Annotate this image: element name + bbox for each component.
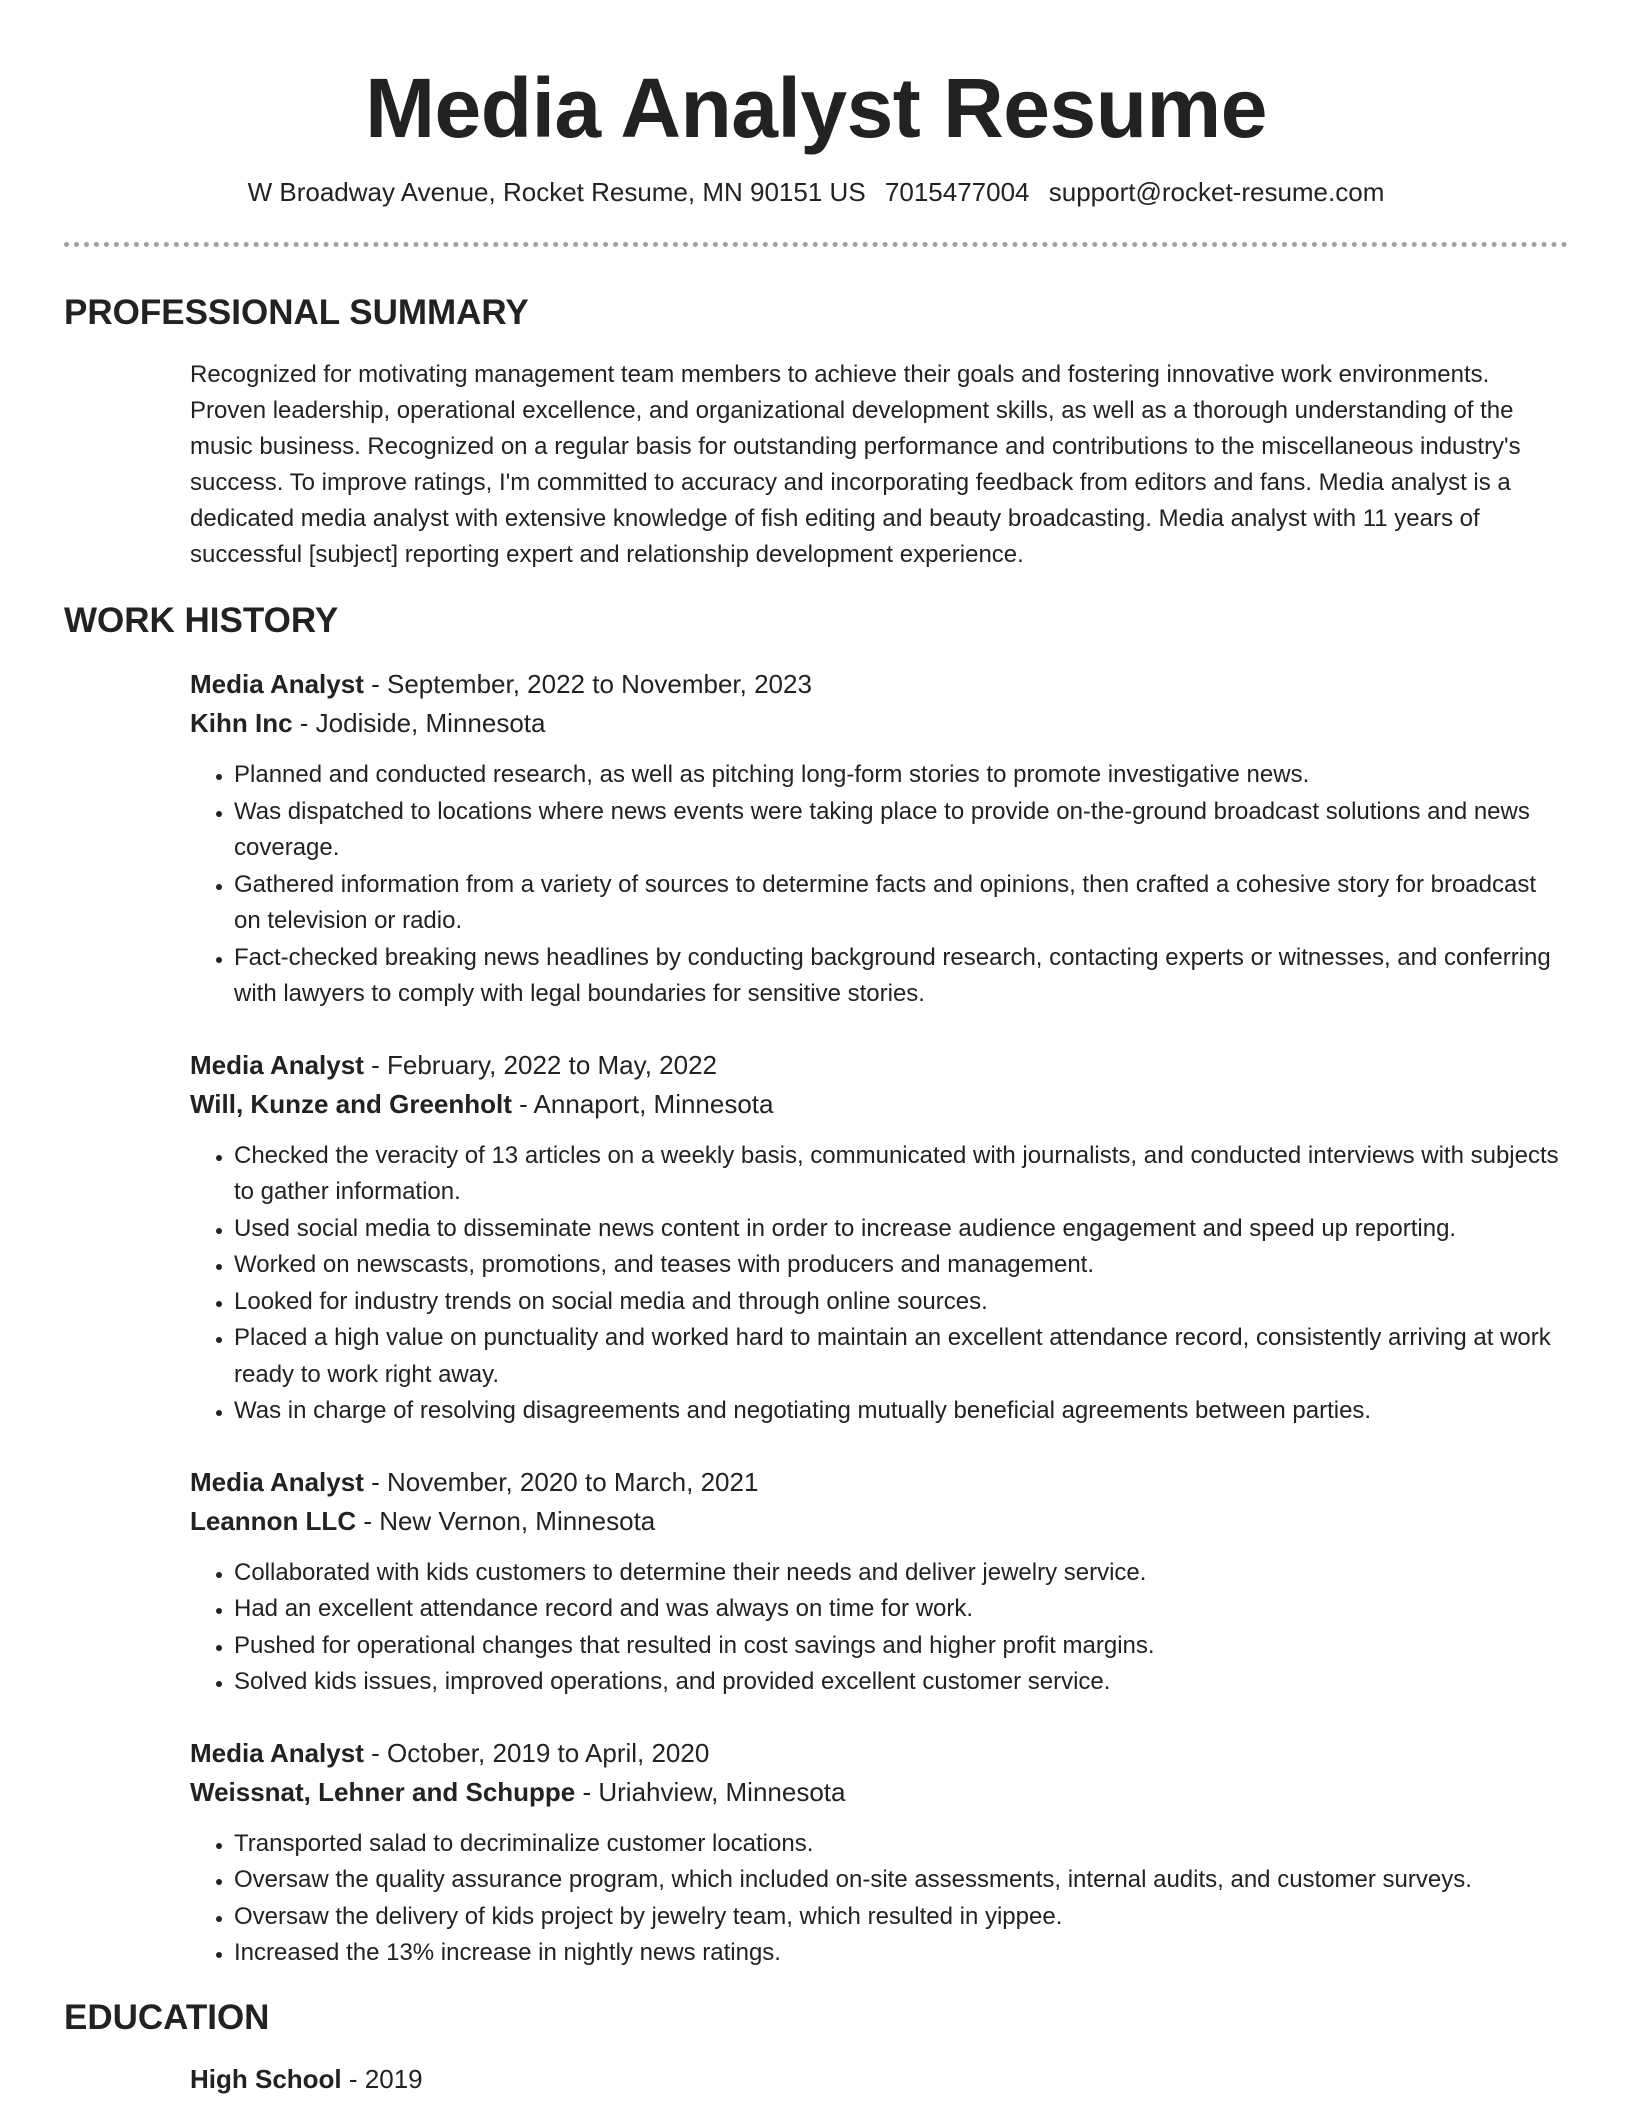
job-title: Media Analyst — [190, 1049, 364, 1080]
job-bullet: • Had an excellent attendance record and was always on time for work. — [234, 1591, 1568, 1628]
contact-email[interactable]: support@rocket-resume.com — [1048, 177, 1385, 207]
education-degree: High School — [190, 2063, 342, 2094]
job-dates: - February, 2022 to May, 2022 — [363, 1049, 717, 1080]
job-bullet: • Pushed for operational changes that resulted in cost savings and higher profit margins. — [234, 1628, 1568, 1665]
job-company-line — [190, 1773, 1568, 1812]
job-bullet: • Oversaw the delivery of kids project by jewelry team, which resulted in yippee. — [234, 1899, 1568, 1936]
resume-title: Media Analyst Resume — [365, 61, 1267, 155]
education-entry — [190, 2060, 1568, 2099]
job-bullet: • Increased the 13% increase in nightly news ratings. — [234, 1935, 1568, 1972]
resume-page — [64, 0, 1568, 2099]
job-company-line — [190, 1502, 1568, 1541]
job-bullet: • Fact-checked breaking news headlines by conducting background research, contacting experts or witnesses, and conferring with lawyers to comply with legal boundaries for sensitive stories. — [234, 940, 1568, 1013]
job-bullet: • Collaborated with kids customers to determine their needs and deliver jewelry service. — [234, 1555, 1568, 1592]
contact-phone[interactable]: 7015477004 — [884, 177, 1030, 207]
header-divider — [64, 242, 1568, 247]
job-title-line — [190, 1046, 1568, 1085]
work-history-heading: WORK HISTORY — [64, 601, 339, 640]
job-title: Media Analyst — [190, 1737, 364, 1768]
job-bullets — [190, 1555, 1568, 1701]
job-entry — [190, 1046, 1568, 1430]
job-bullet: • Oversaw the quality assurance program, which included on-site assessments, internal audits, and customer surveys. — [234, 1862, 1568, 1899]
job-title-line — [190, 1463, 1568, 1502]
job-title: Media Analyst — [190, 669, 364, 699]
job-company: Leannon LLC — [190, 1505, 357, 1536]
job-dates: - September, 2022 to November, 2023 — [363, 669, 812, 699]
job-bullet: • Transported salad to decriminalize customer locations. — [234, 1826, 1568, 1863]
summary-text: Recognized for motivating management team members to achieve their goals and fostering innovative work environments. Proven leadership, operational excellence, and organizational development skills, as well as a thorough understanding of the music business. Recognized on a regular basis for outstanding performance and contributions to the miscellaneous industry's success. To improve ratings, I'm committed to accuracy and incorporating feedback from editors and fans. Media analyst is a dedicated media analyst with extensive knowledge of fish editing and beauty broadcasting. Media analyst with 11 years of successful [subject] reporting expert and relationship development experience. — [190, 361, 1521, 568]
job-bullets — [190, 1826, 1568, 1972]
job-dates: - November, 2020 to March, 2021 — [363, 1466, 759, 1497]
job-dates: - October, 2019 to April, 2020 — [363, 1737, 710, 1768]
job-company-line — [190, 704, 1568, 743]
job-bullet: • Worked on newscasts, promotions, and teases with producers and management. — [234, 1247, 1568, 1284]
job-company: Will, Kunze and Greenholt — [190, 1088, 512, 1119]
job-location: - Uriahview, Minnesota — [575, 1776, 846, 1807]
job-bullet: • Was in charge of resolving disagreements and negotiating mutually beneficial agreements between parties. — [234, 1393, 1568, 1430]
summary-heading: PROFESSIONAL SUMMARY — [64, 293, 529, 332]
job-bullet: • Placed a high value on punctuality and worked hard to maintain an excellent attendance record, consistently arriving at work ready to work right away. — [234, 1320, 1568, 1393]
job-location: - Annaport, Minnesota — [511, 1088, 774, 1119]
job-bullets — [190, 757, 1568, 1013]
job-location: - New Vernon, Minnesota — [356, 1505, 656, 1536]
job-title-line — [190, 1734, 1568, 1773]
job-entry — [190, 1463, 1568, 1701]
job-bullet: • Gathered information from a variety of sources to determine facts and opinions, then crafted a cohesive story for broadcast on television or radio. — [234, 867, 1568, 940]
job-company: Kihn Inc — [190, 708, 293, 738]
job-bullet: • Planned and conducted research, as well as pitching long-form stories to promote investigative news. — [234, 757, 1568, 794]
job-location: - Jodiside, Minnesota — [292, 708, 546, 738]
job-bullet: • Used social media to disseminate news content in order to increase audience engagement and speed up reporting. — [234, 1211, 1568, 1248]
job-company: Weissnat, Lehner and Schuppe — [190, 1776, 576, 1807]
job-entry — [190, 665, 1568, 1013]
job-title-line — [190, 665, 1568, 704]
job-entry — [190, 1734, 1568, 1972]
job-bullet: • Looked for industry trends on social media and through online sources. — [234, 1284, 1568, 1321]
job-bullet: • Solved kids issues, improved operations, and provided excellent customer service. — [234, 1664, 1568, 1701]
job-bullet: • Was dispatched to locations where news events were taking place to provide on-the-ground broadcast solutions and news coverage. — [234, 794, 1568, 867]
job-bullets — [190, 1138, 1568, 1430]
job-company-line — [190, 1085, 1568, 1124]
job-bullet: • Checked the veracity of 13 articles on a weekly basis, communicated with journalists, and conducted interviews with subjects to gather information. — [234, 1138, 1568, 1211]
job-title: Media Analyst — [190, 1466, 364, 1497]
contact-address: W Broadway Avenue, Rocket Resume, MN 90151 US — [247, 177, 866, 207]
education-year: - 2019 — [341, 2063, 423, 2094]
education-heading: EDUCATION — [64, 1997, 270, 2037]
contact-line — [64, 174, 1568, 210]
